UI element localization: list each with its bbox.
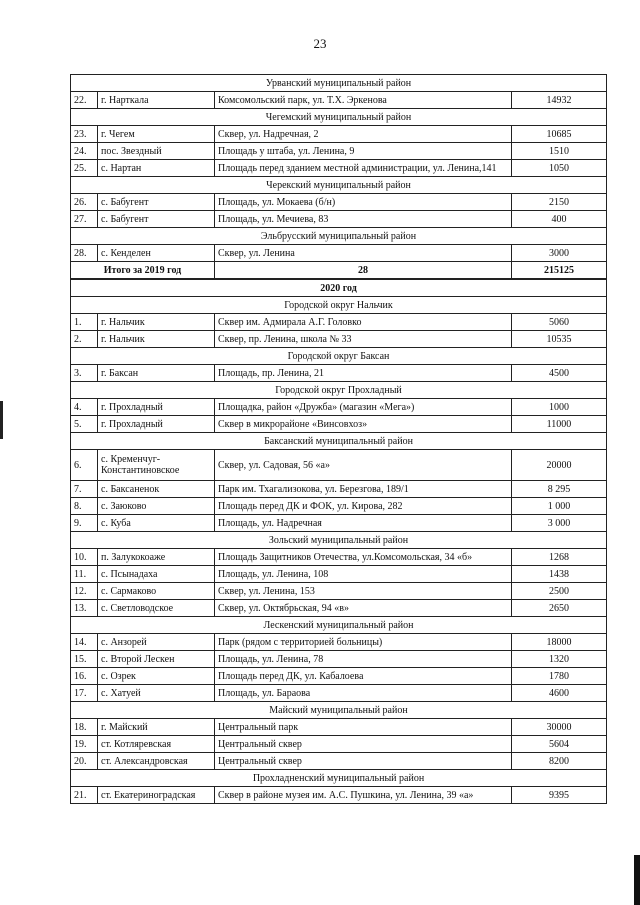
settlement-cell: с. Куба <box>98 515 215 532</box>
object-cell: Площадь, ул. Ленина, 108 <box>215 566 512 583</box>
table-row <box>71 651 607 668</box>
row-number: 11. <box>71 566 98 583</box>
section-heading: Черекский муниципальный район <box>71 177 607 194</box>
page-number: 23 <box>313 36 327 51</box>
row-number: 24. <box>71 143 98 160</box>
amount-cell: 30000 <box>512 719 607 736</box>
section-row <box>71 109 607 126</box>
settlement-cell: ст. Котляревская <box>98 736 215 753</box>
object-cell: Площадь перед зданием местной администрации, ул. Ленина,141 <box>215 160 512 177</box>
row-number: 10. <box>71 549 98 566</box>
table-row <box>71 399 607 416</box>
section-heading: Зольский муниципальный район <box>71 532 607 549</box>
object-cell: Площадь, ул. Бараова <box>215 685 512 702</box>
object-cell: Сквер в районе музея им. А.С. Пушкина, ул. Ленина, 39 «а» <box>215 787 512 804</box>
object-cell: Центральный парк <box>215 719 512 736</box>
amount-cell: 4600 <box>512 685 607 702</box>
table-row <box>71 668 607 685</box>
amount-cell: 1438 <box>512 566 607 583</box>
row-number: 17. <box>71 685 98 702</box>
amount-cell: 18000 <box>512 634 607 651</box>
object-cell: Центральный сквер <box>215 753 512 770</box>
amount-cell: 4500 <box>512 365 607 382</box>
settlement-cell: с. Хатуей <box>98 685 215 702</box>
object-cell: Сквер, ул. Ленина <box>215 245 512 262</box>
row-number: 27. <box>71 211 98 228</box>
settlement-cell: с. Озрек <box>98 668 215 685</box>
settlement-cell: ст. Александровская <box>98 753 215 770</box>
total-count: 28 <box>215 262 512 280</box>
table-row <box>71 416 607 433</box>
section-heading: Урванский муниципальный район <box>71 75 607 92</box>
section-heading: Городской округ Прохладный <box>71 382 607 399</box>
row-number: 12. <box>71 583 98 600</box>
table-row <box>71 331 607 348</box>
settlement-cell: с. Баксаненок <box>98 481 215 498</box>
amount-cell: 1268 <box>512 549 607 566</box>
section-heading: Чегемский муниципальный район <box>71 109 607 126</box>
settlement-cell: с. Сармаково <box>98 583 215 600</box>
table-row <box>71 736 607 753</box>
amount-cell: 8 295 <box>512 481 607 498</box>
row-number: 19. <box>71 736 98 753</box>
amount-cell: 8200 <box>512 753 607 770</box>
amount-cell: 2650 <box>512 600 607 617</box>
table-row <box>71 211 607 228</box>
table-row <box>71 600 607 617</box>
object-cell: Площадь, ул. Мокаева (б/н) <box>215 194 512 211</box>
section-heading: Эльбрусский муниципальный район <box>71 228 607 245</box>
section-row <box>71 348 607 365</box>
table-row <box>71 314 607 331</box>
settlement-cell: пос. Звездный <box>98 143 215 160</box>
amount-cell: 14932 <box>512 92 607 109</box>
amount-cell: 2500 <box>512 583 607 600</box>
amount-cell: 5604 <box>512 736 607 753</box>
row-number: 23. <box>71 126 98 143</box>
settlement-cell: г. Баксан <box>98 365 215 382</box>
settlement-cell: г. Майский <box>98 719 215 736</box>
table-row <box>71 194 607 211</box>
section-heading: Прохладненский муниципальный район <box>71 770 607 787</box>
section-row <box>71 702 607 719</box>
table-row <box>71 549 607 566</box>
section-row <box>71 617 607 634</box>
settlement-cell: г. Прохладный <box>98 416 215 433</box>
total-label: Итого за 2019 год <box>71 262 215 280</box>
amount-cell: 1050 <box>512 160 607 177</box>
settlement-cell: с. Кенделен <box>98 245 215 262</box>
row-number: 28. <box>71 245 98 262</box>
object-cell: Площадь перед ДК, ул. Кабалоева <box>215 668 512 685</box>
section-row <box>71 433 607 450</box>
section-row <box>71 228 607 245</box>
amount-cell: 11000 <box>512 416 607 433</box>
settlement-cell: г. Нарткала <box>98 92 215 109</box>
table-row <box>71 685 607 702</box>
amount-cell: 3 000 <box>512 515 607 532</box>
object-cell: Сквер, ул. Октябрьская, 94 «в» <box>215 600 512 617</box>
amount-cell: 1 000 <box>512 498 607 515</box>
row-number: 15. <box>71 651 98 668</box>
row-number: 25. <box>71 160 98 177</box>
object-cell: Площадь, пр. Ленина, 21 <box>215 365 512 382</box>
table-row <box>71 92 607 109</box>
row-number: 7. <box>71 481 98 498</box>
amount-cell: 5060 <box>512 314 607 331</box>
object-cell: Площадка, район «Дружба» (магазин «Мега») <box>215 399 512 416</box>
section-heading: Майский муниципальный район <box>71 702 607 719</box>
object-cell: Сквер, ул. Садовая, 56 «а» <box>215 450 512 481</box>
settlement-cell: г. Чегем <box>98 126 215 143</box>
table-row <box>71 719 607 736</box>
table-row <box>71 143 607 160</box>
table-row <box>71 583 607 600</box>
object-cell: Площадь, ул. Надречная <box>215 515 512 532</box>
amount-cell: 2150 <box>512 194 607 211</box>
object-cell: Площадь перед ДК и ФОК, ул. Кирова, 282 <box>215 498 512 515</box>
section-row <box>71 382 607 399</box>
settlement-cell: с. Светловодское <box>98 600 215 617</box>
object-cell: Площадь Защитников Отечества, ул.Комсомольская, 34 «б» <box>215 549 512 566</box>
table-row <box>71 566 607 583</box>
settlement-cell: с. Бабугент <box>98 211 215 228</box>
amount-cell: 3000 <box>512 245 607 262</box>
settlement-cell: ст. Екатериноградская <box>98 787 215 804</box>
amount-cell: 1320 <box>512 651 607 668</box>
section-row <box>71 532 607 549</box>
table-row <box>71 365 607 382</box>
table-row <box>71 160 607 177</box>
table-row <box>71 515 607 532</box>
amount-cell: 10535 <box>512 331 607 348</box>
amount-cell: 400 <box>512 211 607 228</box>
row-number: 26. <box>71 194 98 211</box>
table-row <box>71 245 607 262</box>
settlement-cell: с. Псынадаха <box>98 566 215 583</box>
row-number: 22. <box>71 92 98 109</box>
row-number: 16. <box>71 668 98 685</box>
margin-mark <box>0 401 3 439</box>
section-row <box>71 75 607 92</box>
section-row <box>71 297 607 314</box>
total-row <box>71 262 607 280</box>
section-heading: Лескенский муниципальный район <box>71 617 607 634</box>
object-cell: Сквер, ул. Ленина, 153 <box>215 583 512 600</box>
object-cell: Комсомольский парк, ул. Т.Х. Эркенова <box>215 92 512 109</box>
amount-cell: 1000 <box>512 399 607 416</box>
row-number: 6. <box>71 450 98 481</box>
object-cell: Парк (рядом с территорией больницы) <box>215 634 512 651</box>
object-cell: Сквер им. Адмирала А.Г. Головко <box>215 314 512 331</box>
object-cell: Площадь у штаба, ул. Ленина, 9 <box>215 143 512 160</box>
amount-cell: 20000 <box>512 450 607 481</box>
settlement-cell: с. Анзорей <box>98 634 215 651</box>
object-cell: Сквер, ул. Надречная, 2 <box>215 126 512 143</box>
objects-table <box>70 74 607 804</box>
row-number: 9. <box>71 515 98 532</box>
settlement-cell: г. Нальчик <box>98 331 215 348</box>
row-number: 13. <box>71 600 98 617</box>
settlement-cell: п. Залукокоаже <box>98 549 215 566</box>
amount-cell: 9395 <box>512 787 607 804</box>
object-cell: Центральный сквер <box>215 736 512 753</box>
row-number: 20. <box>71 753 98 770</box>
row-number: 14. <box>71 634 98 651</box>
table-row <box>71 481 607 498</box>
row-number: 21. <box>71 787 98 804</box>
row-number: 2. <box>71 331 98 348</box>
section-heading: Городской округ Нальчик <box>71 297 607 314</box>
settlement-cell: г. Прохладный <box>98 399 215 416</box>
table-row <box>71 753 607 770</box>
year-row <box>71 279 607 297</box>
object-cell: Парк им. Тхагализокова, ул. Березгова, 189/1 <box>215 481 512 498</box>
amount-cell: 10685 <box>512 126 607 143</box>
settlement-cell: с. Кременчуг-Константиновское <box>98 450 215 481</box>
total-amount: 215125 <box>512 262 607 280</box>
row-number: 18. <box>71 719 98 736</box>
section-row <box>71 177 607 194</box>
row-number: 8. <box>71 498 98 515</box>
section-row <box>71 770 607 787</box>
amount-cell: 1780 <box>512 668 607 685</box>
section-heading: Баксанский муниципальный район <box>71 433 607 450</box>
settlement-cell: г. Нальчик <box>98 314 215 331</box>
edge-bar <box>634 855 640 905</box>
row-number: 1. <box>71 314 98 331</box>
table-row <box>71 634 607 651</box>
row-number: 5. <box>71 416 98 433</box>
table-row <box>71 126 607 143</box>
object-cell: Площадь, ул. Мечиева, 83 <box>215 211 512 228</box>
amount-cell: 1510 <box>512 143 607 160</box>
year-heading: 2020 год <box>71 279 607 297</box>
settlement-cell: с. Заюково <box>98 498 215 515</box>
object-cell: Сквер в микрорайоне «Винсовхоз» <box>215 416 512 433</box>
row-number: 3. <box>71 365 98 382</box>
settlement-cell: с. Нартан <box>98 160 215 177</box>
table-row <box>71 498 607 515</box>
settlement-cell: с. Бабугент <box>98 194 215 211</box>
row-number: 4. <box>71 399 98 416</box>
settlement-cell: с. Второй Лескен <box>98 651 215 668</box>
table-body <box>71 75 607 804</box>
object-cell: Площадь, ул. Ленина, 78 <box>215 651 512 668</box>
table-row <box>71 787 607 804</box>
object-cell: Сквер, пр. Ленина, школа № 33 <box>215 331 512 348</box>
table-row <box>71 450 607 481</box>
section-heading: Городской округ Баксан <box>71 348 607 365</box>
